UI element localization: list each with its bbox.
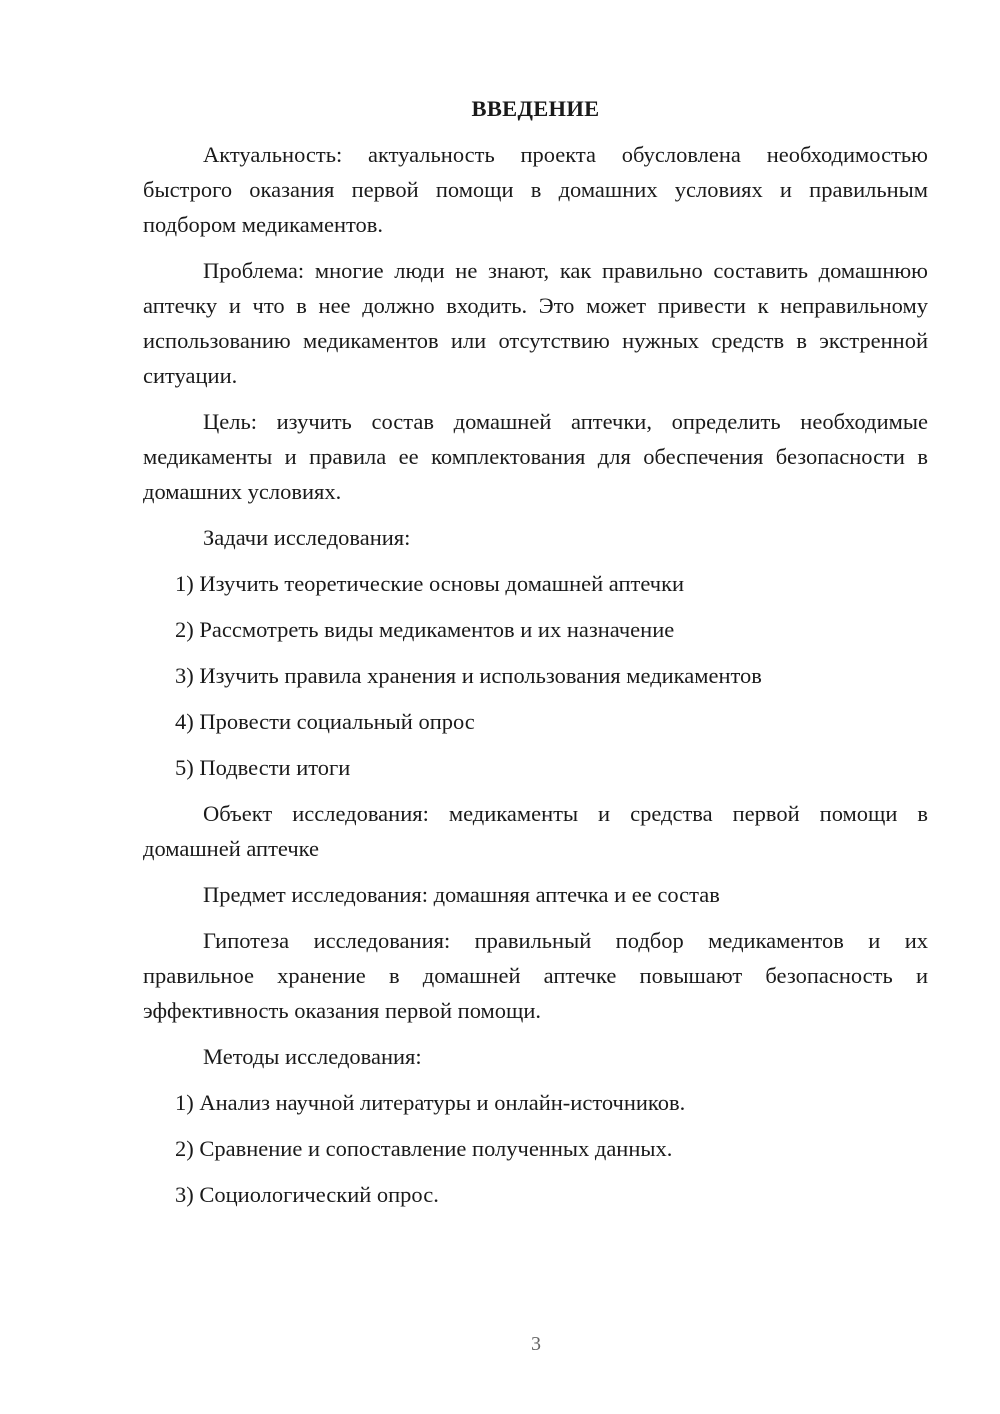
task-item: 3) Изучить правила хранения и использования медикаментов	[175, 663, 762, 688]
tasks-label: Задачи исследования:	[203, 525, 411, 550]
method-item: 3) Социологический опрос.	[175, 1182, 439, 1207]
page-number: 3	[531, 1333, 541, 1355]
method-item: 2) Сравнение и сопоставление полученных данных.	[175, 1136, 673, 1161]
section-heading: ВВЕДЕНИЕ	[471, 96, 600, 121]
task-item: 4) Провести социальный опрос	[175, 709, 475, 734]
problem-paragraph: Проблема: многие люди не знают, как правильно составить домашнюю аптечку и что в нее должно входить. Это может привести к неправильному использованию медикаментов или отсутствию нужных средств в экстренной ситуации.	[143, 258, 928, 388]
task-item: 1) Изучить теоретические основы домашней аптечки	[175, 571, 685, 596]
tasks-list	[143, 566, 928, 785]
methods-label: Методы исследования:	[203, 1044, 422, 1069]
hypothesis-paragraph: Гипотеза исследования: правильный подбор медикаментов и их правильное хранение в домашней аптечке повышают безопасность и эффективность оказания первой помощи.	[143, 928, 928, 1023]
method-item: 1) Анализ научной литературы и онлайн-источников.	[175, 1090, 686, 1115]
subject-paragraph: Предмет исследования: домашняя аптечка и ее состав	[203, 882, 720, 907]
document-page	[143, 92, 928, 1223]
methods-list	[143, 1085, 928, 1212]
task-item: 5) Подвести итоги	[175, 755, 351, 780]
object-paragraph: Объект исследования: медикаменты и средства первой помощи в домашней аптечке	[143, 801, 928, 861]
task-item: 2) Рассмотреть виды медикаментов и их назначение	[175, 617, 675, 642]
goal-paragraph: Цель: изучить состав домашней аптечки, определить необходимые медикаменты и правила ее комплектования для обеспечения безопасности в домашних условиях.	[143, 409, 928, 504]
relevance-paragraph: Актуальность: актуальность проекта обусловлена необходимостью быстрого оказания первой помощи в домашних условиях и правильным подбором медикаментов.	[143, 142, 928, 237]
